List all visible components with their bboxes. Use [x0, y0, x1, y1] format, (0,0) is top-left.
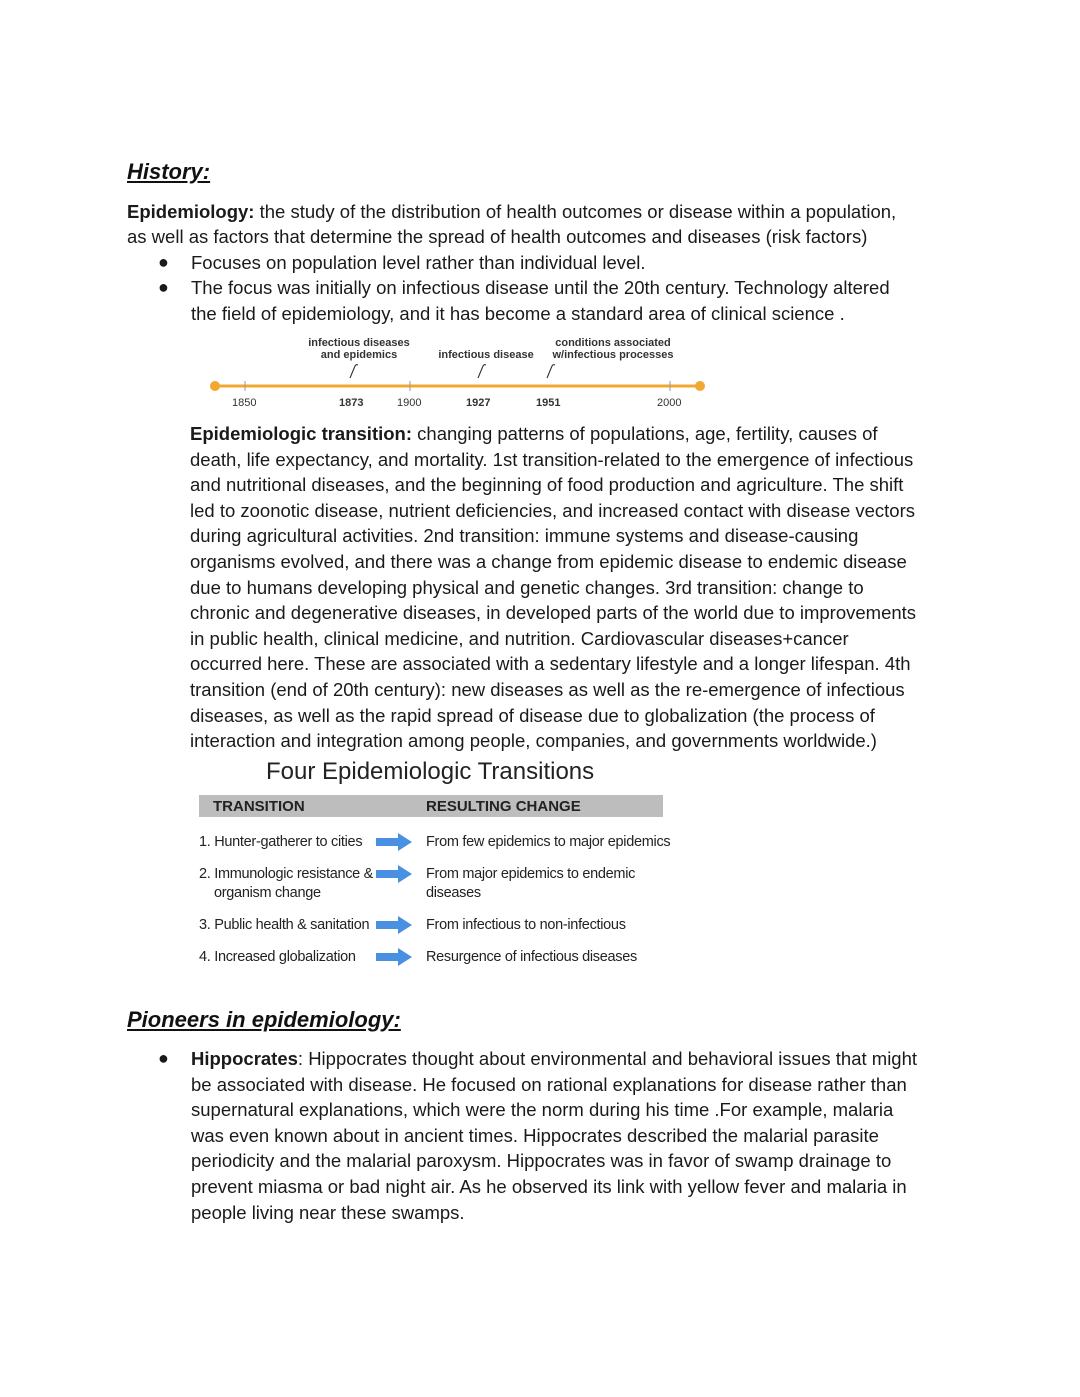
table-cell-change: [426, 865, 635, 903]
transition-line: chronic and degenerative diseases, in developed parts of the world due to improvements: [190, 602, 917, 624]
timeline-year: 1850: [232, 397, 257, 409]
timeline-year: 1900: [397, 397, 422, 409]
table-cell-line: From major epidemics to endemic: [426, 866, 636, 882]
arrow-right-icon: [376, 833, 412, 851]
transition-line: occurred here. These are associated with a sedentary lifestyle and a longer lifespan. 4th: [190, 653, 911, 675]
table-cell-transition: [199, 865, 373, 903]
table-cell-change: From infectious to non-infectious: [426, 917, 626, 933]
hippocrates-line: people living near these swamps.: [191, 1201, 465, 1223]
transition-paragraph: [190, 421, 916, 754]
timeline-label-line: w/infectious processes: [552, 349, 674, 361]
table-cell-transition: 1. Hunter-gatherer to cities: [199, 834, 363, 850]
transition-line: during agricultural activities. 2nd transition: immune systems and disease-causing: [190, 525, 859, 547]
table-header-change: RESULTING CHANGE: [426, 798, 581, 815]
timeline-start-dot: [210, 381, 220, 391]
arrow-right-icon: [376, 916, 412, 934]
transition-line: led to zoonotic disease, nutrient deficiencies, and increased contact with disease vectors: [190, 499, 915, 521]
transition-line: interaction and integration among people, companies, and governments worldwide.): [190, 730, 877, 752]
timeline-label-line: infectious diseases: [308, 337, 410, 349]
history-heading: History:: [127, 159, 211, 184]
timeline-label-conditions: [545, 337, 681, 361]
hippocrates-line: be associated with disease. He focused on rational explanations for disease rather than: [191, 1073, 907, 1095]
hippocrates-line: periodicity and the malarial paroxysm. Hippocrates was in favor of swamp drainage to: [191, 1150, 892, 1172]
table-cell-line: organism change: [214, 885, 321, 901]
hippocrates-term: Hippocrates: [191, 1048, 298, 1069]
transition-line: in public health, clinical medicine, and nutrition. Cardiovascular diseases+cancer: [190, 627, 849, 649]
transition-line: diseases, as well as the rapid spread of disease due to globalization (the process of: [190, 704, 875, 726]
arrow-right-icon: [376, 865, 412, 883]
timeline-year: 2000: [657, 397, 682, 409]
bullet-text: Focuses on population level rather than individual level.: [191, 252, 646, 273]
table-cell-change: Resurgence of infectious diseases: [426, 949, 637, 965]
transition-line: transition (end of 20th century): new diseases as well as the re-emergence of infectious: [190, 678, 905, 700]
hippocrates-paragraph: [191, 1046, 917, 1225]
bullet-dot: ●: [158, 252, 169, 272]
definition-text-line2: as well as factors that determine the spread of health outcomes and diseases (risk factors): [127, 226, 868, 247]
table-cell-line: 2. Immunologic resistance &: [199, 866, 374, 882]
timeline-pointer: [478, 365, 486, 378]
timeline-label-line: conditions associated: [555, 337, 671, 349]
transition-term: Epidemiologic transition:: [190, 423, 413, 444]
table-title: Four Epidemiologic Transitions: [266, 758, 595, 785]
table-header-transition: TRANSITION: [213, 798, 305, 815]
hippocrates-line: was even known about in ancient times. Hippocrates described the malarial parasite: [191, 1124, 879, 1146]
pioneers-heading: Pioneers in epidemiology:: [127, 1007, 401, 1032]
table-cell-transition: 4. Increased globalization: [199, 949, 356, 965]
transition-line: and nutritional diseases, and the beginning of food production and agriculture. The shift: [190, 474, 904, 496]
definition-term: Epidemiology:: [127, 201, 255, 222]
bullet-dot: ●: [158, 1048, 169, 1068]
table-cell-transition: 3. Public health & sanitation: [199, 917, 370, 933]
bullet-dot: ●: [158, 277, 169, 297]
timeline-label-epidemics: [300, 337, 418, 361]
timeline-graphic: [200, 360, 720, 400]
table-cell-line: diseases: [426, 885, 481, 901]
timeline-label-infectious: infectious disease: [438, 349, 534, 361]
transition-line: death, life expectancy, and mortality. 1st transition-related to the emergence of infectious: [190, 448, 914, 470]
timeline-pointer: [350, 365, 358, 378]
timeline-label-line: and epidemics: [320, 349, 398, 361]
epidemiology-definition: [127, 199, 896, 225]
bullet-text: The focus was initially on infectious disease until the 20th century. Technology altered: [191, 277, 890, 298]
hippocrates-line: prevent miasma or bad night air. As he observed its link with yellow fever and malaria in: [191, 1175, 907, 1197]
timeline-year: 1927: [466, 397, 491, 409]
transition-text: changing patterns of populations, age, fertility, causes of: [412, 423, 878, 444]
definition-text-line1: the study of the distribution of health outcomes or disease within a population,: [254, 201, 897, 222]
hippocrates-text: : Hippocrates thought about environmental and behavioral issues that might: [297, 1048, 918, 1069]
arrow-right-icon: [376, 948, 412, 966]
hippocrates-line: [191, 1046, 917, 1072]
timeline-end-dot: [695, 381, 705, 391]
timeline-pointer: [547, 365, 555, 378]
transition-line: organisms evolved, and there was a change from epidemic disease to endemic disease: [190, 550, 907, 572]
bullet-text: the field of epidemiology, and it has become a standard area of clinical science .: [191, 303, 845, 324]
transition-line: [190, 421, 916, 447]
timeline-year: 1951: [536, 397, 561, 409]
timeline-year: 1873: [339, 397, 364, 409]
table-cell-change: From few epidemics to major epidemics: [426, 834, 671, 850]
transition-line: due to humans developing physical and genetic changes. 3rd transition: change to: [190, 576, 864, 598]
hippocrates-line: supernatural explanations, which were the norm during his time .For example, malaria: [191, 1099, 894, 1121]
